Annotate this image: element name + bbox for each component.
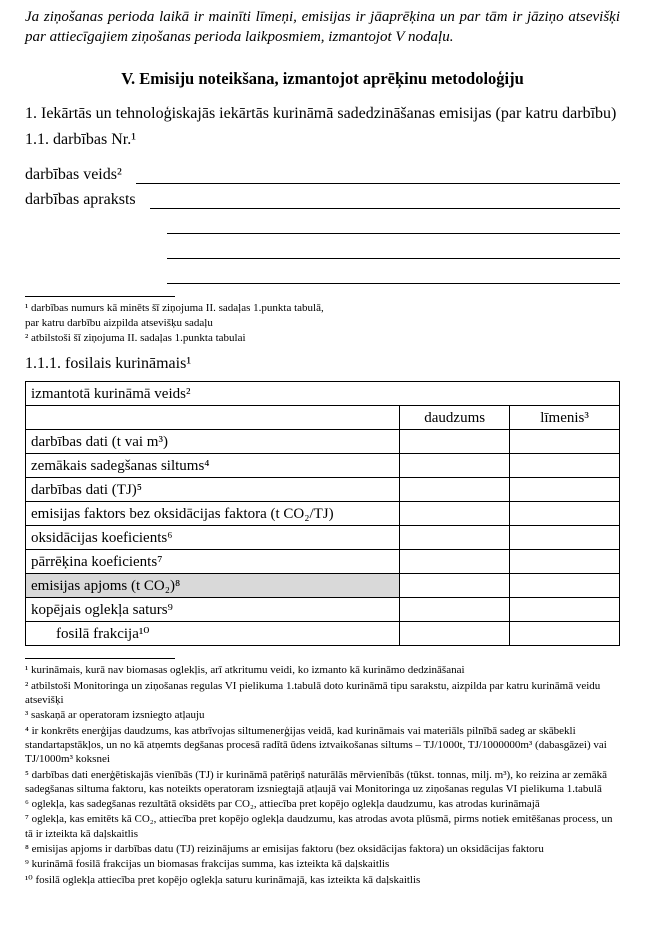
row-label: zemākais sadegšanas siltums⁴ xyxy=(26,454,400,478)
footnote: ⁵ darbības dati enerģētiskajās vienībās (TJ) ir kurināmā patēriņš naturālās mērvienībās (tūkst. tonnas, milj. m³), ko reizina ar zemākā sadegšanas siltuma faktoru, kas noteikts operatoram izsniegtajā atļaujā vai Monitoringa uz ziņošanas regulas VI pielikuma 1.tabulā xyxy=(25,768,607,795)
footnote: ¹ darbības numurs kā minēts šī ziņojuma II. sadaļas 1.punkta tabulā, xyxy=(25,301,324,314)
darbibas-apraksts-blank-line-3 xyxy=(167,234,620,259)
cell-limenis-empty xyxy=(510,430,620,454)
table-row xyxy=(26,502,620,526)
table-row-fuel-type xyxy=(26,382,620,406)
row-label: pārrēķina koeficients⁷ xyxy=(26,550,400,574)
col-header-daudzums: daudzums xyxy=(400,406,510,430)
row-label: emisijas apjoms (t CO₂)⁸ xyxy=(26,574,400,598)
darbibas-apraksts-blank-line-1 xyxy=(150,183,620,209)
footnote: ⁸ emisijas apjoms ir darbības datu (TJ) reizinājums ar emisijas faktoru (bez oksidācijas faktora) un oksidācijas faktoru xyxy=(25,843,544,856)
row-label: oksidācijas koeficients⁶ xyxy=(26,526,400,550)
field-darbibas-apraksts xyxy=(25,184,620,209)
field-darbibas-apraksts-label: darbības apraksts xyxy=(25,190,136,208)
row-label: darbības dati (TJ)⁵ xyxy=(26,478,400,502)
footnote: ² atbilstoši Monitoringa un ziņošanas regulas VI pielikuma 1.tabulā doto kurināmā tipu sarakstu, aizpilda par katru kurināmā veidu atsevišķi xyxy=(25,679,601,707)
item-1-1: 1.1. darbības Nr.¹ xyxy=(25,130,136,148)
section-heading: V. Emisiju noteikšana, izmantojot aprēķinu metodoloģiju xyxy=(121,69,524,88)
field-darbibas-veids xyxy=(25,159,620,184)
table-row-emisijas-apjoms xyxy=(26,574,620,598)
table-row xyxy=(26,598,620,622)
subsection-1-1-1: 1.1.1. fosilais kurināmais¹ xyxy=(25,355,192,373)
footnote: ⁴ ir konkrēts enerģijas daudzums, kas atbrīvojas siltumenerģijas veidā, kad kurināmais vai materiāls pilnībā sadeg ar skābekli standartapstākļos, un no kā atņemts degšanas procesā radītā ūdens iztvaikošanas siltums – TJ/1000t, TJ/1000000m³ (dabasgāzei) vai TJ/1000m³ koksnei xyxy=(25,724,607,766)
cell-limenis-empty xyxy=(510,598,620,622)
fuel-type-header-cell: izmantotā kurināmā veids² xyxy=(26,382,620,406)
darbibas-apraksts-blank-line-2 xyxy=(167,209,620,234)
footnote: ⁹ kurināmā fosilā frakcijas un biomasas frakcijas summa, kas izteikta kā daļskaitlis xyxy=(25,858,390,871)
intro-paragraph: Ja ziņošanas perioda laikā ir mainīti līmeņi, emisijas ir jāaprēķina un par tām ir jāziņo atsevišķi par attiecīgajiem ziņošanas perioda laikposmiem, izmantojot V nodaļu. xyxy=(25,9,620,45)
footnote-separator-bottom xyxy=(25,658,175,659)
empty-corner-cell xyxy=(26,406,400,430)
table-row xyxy=(26,430,620,454)
cell-daudzums-empty xyxy=(400,478,510,502)
footnote: ¹⁰ fosilā oglekļa attiecība pret kopējo oglekļa saturu kurināmajā, kas izteikta kā daļskaitlis xyxy=(25,873,421,886)
cell-daudzums-empty xyxy=(400,430,510,454)
cell-daudzums-empty xyxy=(400,574,510,598)
footnote: ³ saskaņā ar operatoram izsniegto atļauju xyxy=(25,709,205,722)
footnotes-top xyxy=(25,301,620,346)
cell-limenis-empty xyxy=(510,526,620,550)
row-label: kopējais oglekļa saturs⁹ xyxy=(26,598,400,622)
table-header-row xyxy=(26,406,620,430)
cell-limenis-empty xyxy=(510,550,620,574)
cell-daudzums-empty xyxy=(400,526,510,550)
cell-daudzums-empty xyxy=(400,550,510,574)
footnote: ⁶ oglekļa, kas sadegšanas rezultātā oksidēts par CO₂, attiecība pret kopējo oglekļa daudzumu, kas atrodas kurināmajā xyxy=(25,798,540,811)
footnote: par katru darbību aizpilda atsevišķu sadaļu xyxy=(25,316,213,329)
row-label: emisijas faktors bez oksidācijas faktora (t CO₂/TJ) xyxy=(26,502,400,526)
darbibas-veids-blank-line xyxy=(136,158,620,184)
cell-limenis-empty xyxy=(510,574,620,598)
col-header-limenis: līmenis³ xyxy=(510,406,620,430)
cell-daudzums-empty xyxy=(400,598,510,622)
cell-limenis-empty xyxy=(510,478,620,502)
table-row xyxy=(26,550,620,574)
table-row xyxy=(26,526,620,550)
paragraph-1: 1. Iekārtās un tehnoloģiskajās iekārtās kurināmā sadedzināšanas emisijas (par katru darbību) xyxy=(25,105,617,122)
cell-limenis-empty xyxy=(510,454,620,478)
row-label: fosilā frakcija¹⁰ xyxy=(26,622,400,646)
footnote: ¹ kurināmais, kurā nav biomasas oglekļis, arī atkritumu veidi, ko izmanto kā kurināmo dedzināšanai xyxy=(25,664,465,677)
fuel-data-table xyxy=(25,381,620,646)
footnotes-bottom xyxy=(25,663,620,886)
field-darbibas-veids-label: darbības veids² xyxy=(25,165,122,183)
footnote: ⁷ oglekļa, kas emitēts kā CO₂, attiecība pret kopējo oglekļa daudzumu, kas atrodas avota plūsmā, pirms notiek emitēšanas process, un tā ir izteikta kā daļskaitlis xyxy=(25,813,613,840)
cell-limenis-empty xyxy=(510,622,620,646)
darbibas-apraksts-blank-line-4 xyxy=(167,259,620,284)
footnote-separator-top xyxy=(25,296,175,297)
cell-daudzums-empty xyxy=(400,622,510,646)
cell-limenis-empty xyxy=(510,502,620,526)
footnote: ² atbilstoši šī ziņojuma II. sadaļas 1.punkta tabulai xyxy=(25,332,246,345)
table-row xyxy=(26,622,620,646)
row-label: darbības dati (t vai m³) xyxy=(26,430,400,454)
cell-daudzums-empty xyxy=(400,454,510,478)
cell-daudzums-empty xyxy=(400,502,510,526)
table-row xyxy=(26,478,620,502)
table-row xyxy=(26,454,620,478)
